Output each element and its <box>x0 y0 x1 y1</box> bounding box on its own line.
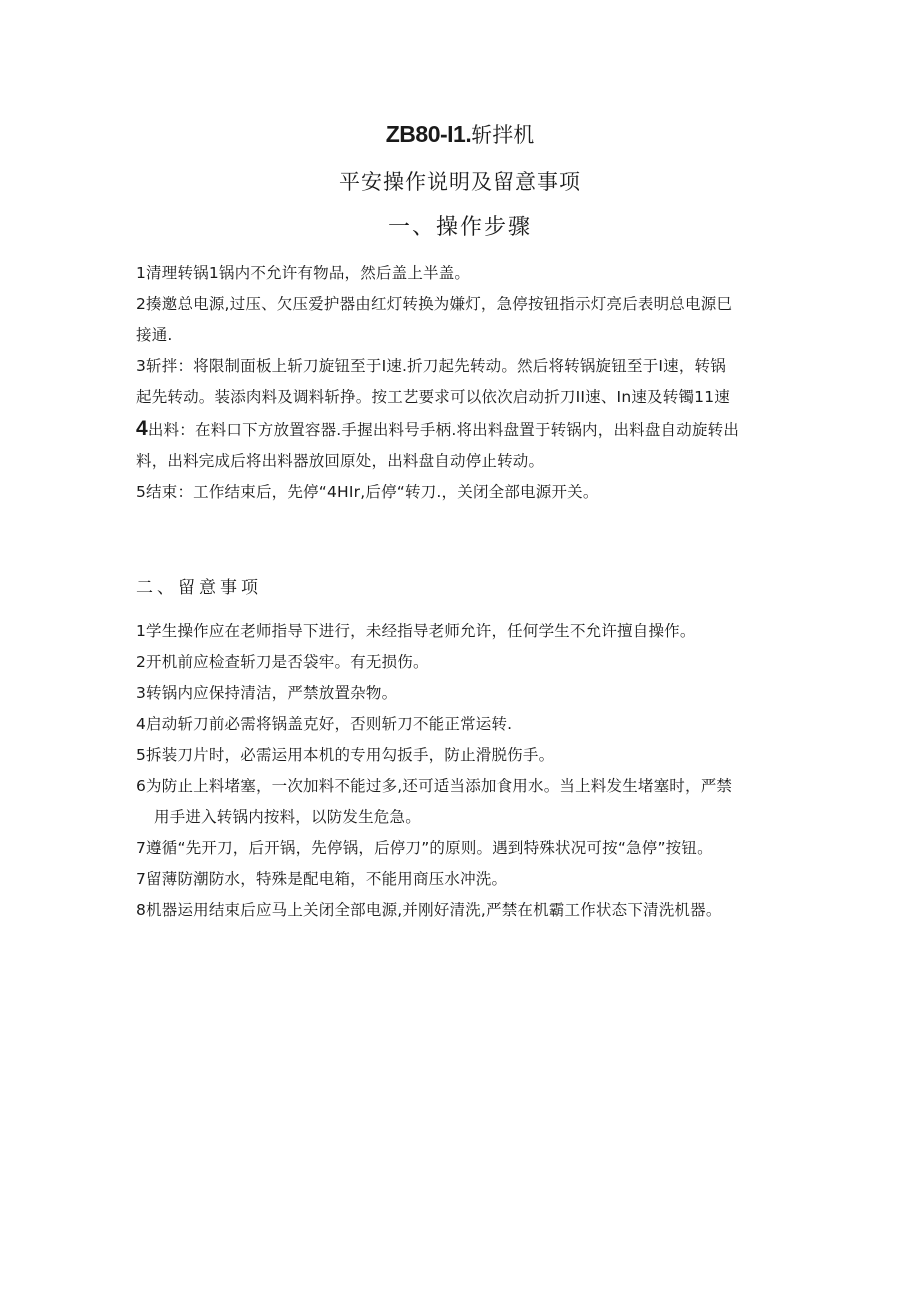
step-line: 2揍邀总电源,过压、欠压爱护器由红灯转换为嫌灯，急停按钮指示灯亮后表明总电源巳 <box>136 295 733 313</box>
step-item <box>136 320 786 351</box>
step-line: 起先转动。装添肉料及调料斩挣。按工艺要求可以依次启动折刀II速、In速及转镯11速 <box>136 388 730 406</box>
step-item <box>136 289 786 320</box>
note-line: 8机器运用结束后应马上关闭全部电源,并刚好清洗,严禁在机霸工作状态下清洗机器。 <box>136 901 722 919</box>
machine-name: 斩拌机 <box>471 123 535 147</box>
step-item <box>136 477 786 508</box>
note-item <box>136 833 796 864</box>
step-item <box>136 382 786 413</box>
note-item <box>136 709 796 740</box>
document-subtitle: 平安操作说明及留意事项 <box>339 170 581 194</box>
note-line: 用手进入转锅内按料，以防发生危急。 <box>154 808 421 826</box>
note-item <box>136 802 796 833</box>
note-line: 7遵循“先开刀，后开锅，先停锅，后停刀”的原则。遇到特殊状况可按“急停”按钮。 <box>136 839 713 857</box>
section-heading-operation-steps: 一、操作步骤 <box>387 215 532 240</box>
note-item <box>136 895 796 926</box>
note-item <box>136 740 796 771</box>
note-line: 4启动斩刀前必需将锅盖克好，否则斩刀不能正常运转. <box>136 715 513 733</box>
note-line: 2开机前应检查斩刀是否袋牢。有无损伤。 <box>136 653 429 671</box>
note-item <box>136 616 796 647</box>
note-item <box>136 678 796 709</box>
model-number: ZB80-I1. <box>385 121 472 147</box>
section-heading-precautions: 二、留意事项 <box>136 578 262 598</box>
step-line: 3斩拌：将限制面板上斩刀旋钮至于I速.折刀起先转动。然后将转锅旋钮至于I速，转锅 <box>136 357 726 375</box>
operation-steps-list <box>136 258 786 508</box>
note-line: 1学生操作应在老师指导下进行，未经指导老师允许，任何学生不允许擅自操作。 <box>136 622 696 640</box>
step-line: 接通. <box>136 326 173 344</box>
step-line: 5结束：工作结束后，先停“4HIr,后停“转刀.，关闭全部电源开关。 <box>136 483 599 501</box>
note-line: 7留薄防潮防水，特殊是配电箱，不能用商压水冲洗。 <box>136 870 508 888</box>
step-line: 出料：在料口下方放置容器.手握出料号手柄.将出料盘置于转锅内，出料盘自动旋转出 <box>147 421 740 439</box>
step-line: 料，出料完成后将出料器放回原处，出料盘自动停止转动。 <box>136 452 545 470</box>
document-title <box>0 119 920 151</box>
note-line: 3转锅内应保持清洁，严禁放置杂物。 <box>136 684 398 702</box>
precautions-list <box>136 616 796 926</box>
note-item <box>136 864 796 895</box>
note-item <box>136 647 796 678</box>
note-item <box>136 771 796 802</box>
note-line: 5拆装刀片时，必需运用本机的专用勾扳手，防止滑脱伤手。 <box>136 746 555 764</box>
step-number: 4 <box>136 417 148 440</box>
step-item <box>136 413 786 446</box>
note-line: 6为防止上料堵塞，一次加料不能过多,还可适当添加食用水。当上料发生堵塞时，严禁 <box>136 777 733 795</box>
step-item <box>136 446 786 477</box>
step-item <box>136 351 786 382</box>
step-item <box>136 258 786 289</box>
step-line: 1清理转锅1锅内不允许有物品，然后盖上半盖。 <box>136 264 471 282</box>
